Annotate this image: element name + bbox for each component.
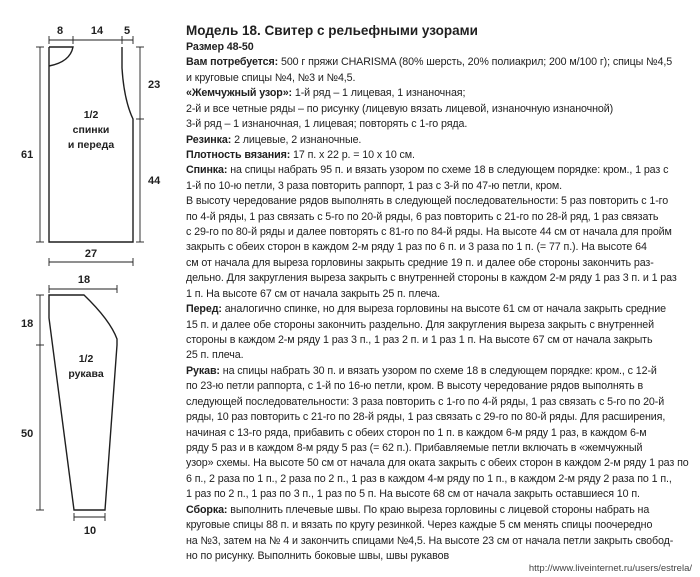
text-line	[186, 225, 691, 240]
text-line	[186, 333, 691, 348]
total-height-label: 61	[21, 149, 34, 161]
section-label: «Жемчужный узор»:	[186, 87, 292, 100]
line-text: дельно. Для закругления выреза закрыть с внутренней стороны в каждом 2-м ряду 1 раз 3 п. и 1 раз	[186, 272, 677, 285]
sleeve-caption-2: рукава	[68, 368, 104, 380]
text-line	[186, 395, 691, 410]
text-line	[186, 487, 691, 502]
line-text: 25 п. плеча.	[186, 349, 244, 362]
instructions-lines	[186, 40, 691, 564]
line-text: и круговые спицы №4, №3 и №4,5.	[186, 71, 356, 84]
line-text: 2 лицевые, 2 изнаночные.	[231, 133, 362, 146]
sleeve-bottom-width-label: 10	[83, 525, 97, 537]
section-label: Перед:	[186, 303, 222, 316]
line-text: 1-й ряд – 1 лицевая, 1 изнаночная;	[292, 87, 466, 100]
text-line	[186, 40, 691, 55]
text-line	[186, 348, 691, 363]
line-text: выполнить плечевые швы. По краю выреза горловины с лицевой стороны набрать на	[227, 503, 650, 516]
line-text: 2-й и все четные ряды – по рисунку (лицевую вязать лицевой, изнаночную изнаночной)	[186, 102, 614, 115]
line-text: круговые спицы 88 п. и вязать по кругу резинкой. Через каждые 5 см менять спицы поочередно	[186, 519, 653, 532]
text-line	[186, 194, 691, 209]
line-text: ряды, 10 раз повторить с 21-го по 28-й ряды, 1 раз связать с 29-го по 80-й ряды. Для расширения,	[186, 411, 666, 424]
body-caption-1: 1/2	[83, 109, 99, 121]
line-text: закрыть с обеих сторон в каждом 2-м ряду 1 раз по 6 п. и 3 раза по 1 п. (= 77 п.). На высоте 64	[186, 241, 647, 254]
sleeve-cap-height-label: 18	[21, 318, 34, 330]
section-label: Рукав:	[186, 364, 220, 377]
line-text: 1-й по 10-ю петли, 3 раза повторить раппорт, 1 раз с 3-й по 47-ю петли, кром.	[186, 179, 563, 192]
page-title: Модель 18. Свитер с рельефными узорами	[186, 23, 478, 38]
text-line	[186, 302, 691, 317]
line-text: 500 г пряжи CHARISMA (80% шерсть, 20% полиакрил; 200 м/100 г); спицы №4,5	[278, 56, 673, 69]
body-diagram	[36, 36, 144, 266]
top-width-shoulder: 5	[123, 25, 131, 37]
text-line	[186, 71, 691, 86]
text-line	[186, 55, 691, 70]
body-outline	[49, 47, 73, 66]
bottom-width-label: 27	[84, 248, 98, 260]
text-line	[186, 379, 691, 394]
sleeve-top-width-label: 18	[77, 274, 91, 286]
top-width-neck: 14	[90, 25, 104, 37]
line-text: 3-й ряд – 1 изнаночная, 1 лицевая; повторять с 1-го ряда.	[186, 118, 468, 131]
section-label: Сборка:	[186, 503, 228, 516]
source-url[interactable]: http://www.liveinternet.ru/users/estrela/	[528, 563, 692, 574]
text-line	[186, 179, 691, 194]
text-line	[186, 534, 691, 549]
line-text: на №3, затем на № 4 и закончить спицами №4,5. На высоте 23 см от начала петли закрыть свобод-	[186, 534, 674, 547]
pattern-diagrams	[0, 0, 186, 577]
line-text: ряду 5 раз и в каждом 8-м ряду 5 раз (= 62 п.). Прибавляемые петли включать в «жемчужный	[186, 441, 643, 454]
text-line	[186, 503, 691, 518]
text-line	[186, 86, 691, 101]
text-line	[186, 441, 691, 456]
text-line	[186, 318, 691, 333]
text-line	[186, 410, 691, 425]
section-label: Плотность вязания:	[186, 148, 291, 161]
text-line	[186, 287, 691, 302]
text-line	[186, 210, 691, 225]
top-width-neck-edge: 8	[56, 25, 64, 37]
text-line	[186, 271, 691, 286]
text-line	[186, 456, 691, 471]
text-line	[186, 426, 691, 441]
text-line	[186, 472, 691, 487]
text-line	[186, 256, 691, 271]
instructions-text	[186, 22, 691, 564]
body-caption-2: спинки	[72, 124, 110, 136]
line-text: 17 п. х 22 р. = 10 х 10 см.	[290, 148, 415, 161]
text-line	[186, 133, 691, 148]
section-label: Размер 48-50	[186, 41, 254, 53]
text-line	[186, 148, 691, 163]
sleeve-lower-height-label: 50	[21, 428, 34, 440]
line-text: см от начала для выреза горловины закрыть средние 19 п. и далее обе стороны закончить раз-	[186, 256, 654, 269]
sleeve-diagram	[36, 285, 117, 521]
text-line	[186, 117, 691, 132]
line-text: В высоту чередование рядов выполнять в следующей последовательности: 5 раз повторить с 1-го	[186, 195, 669, 208]
line-text: узор» схемы. На высоте 50 см от начала для оката закрыть с обеих сторон в каждом 2-м ряду 1 раз по	[186, 457, 689, 470]
text-line	[186, 364, 691, 379]
line-text: по 4-й ряды, 1 раз связать с 5-го по 20-й ряды, 6 раз повторить с 21-го по 28-й ряд, 1 раз связать	[186, 210, 659, 223]
line-text: на спицы набрать 30 п. и вязать узором по схеме 18 в следующем порядке: кром., с 12-й	[219, 364, 657, 377]
sleeve-outline	[49, 295, 117, 510]
line-text: следующей последовательности: 3 раза повторить с 1-го по 4-й ряды, 1 раз связать с 5-го по 20-й	[186, 395, 665, 408]
text-line	[186, 163, 691, 178]
line-text: 1 п. На высоте 67 см от начала закрыть 25 п. плеча.	[186, 287, 441, 300]
armhole-height-label: 23	[148, 79, 161, 91]
line-text: стороны в каждом 2-м ряду 1 раз 3 п., 1 раз 2 п. и 1 раз 1 п. На высоте 67 см от начала закрыть	[186, 334, 653, 347]
line-text: 1 раз по 2 п., 1 раз по 3 п., 1 раз по 5 п. На высоте 68 см от начала закрыть оставшиеся 10 п.	[186, 488, 640, 501]
text-line	[186, 102, 691, 117]
line-text: аналогично спинке, но для выреза горловины на высоте 61 см от начала закрыть средние	[221, 303, 666, 316]
text-line	[186, 518, 691, 533]
section-label: Спинка:	[186, 164, 228, 177]
text-line	[186, 240, 691, 255]
sleeve-caption-1: 1/2	[78, 353, 94, 365]
section-label: Резинка:	[186, 133, 232, 146]
body-caption-3: и переда	[67, 139, 115, 151]
line-text: начиная с 13-го ряда, прибавить с обеих сторон по 1 п. в каждом 6-м ряду 1 раз, в каждом 6-м	[186, 426, 647, 439]
line-text: но по рисунку. Выполнить боковые швы, швы рукавов	[186, 549, 450, 562]
line-text: с 29-го по 80-й ряды и далее повторять с 81-го по 84-й ряды. На высоте 44 см от начала для пройм	[186, 226, 672, 239]
side-height-label: 44	[148, 175, 161, 187]
section-label: Вам потребуется:	[186, 56, 279, 69]
line-text: по 23-ю петли раппорта, с 1-й по 16-ю петли, кром. В высоту чередование рядов выполнять в	[186, 380, 644, 393]
line-text: 15 п. и далее обе стороны закончить раздельно. Для закругления выреза закрыть с внутренней	[186, 318, 654, 331]
line-text: 6 п., 2 раза по 1 п., 2 раза по 2 п., 1 раз в каждом 4-м ряду по 1 п., в каждом 2-м ряду 2 раза по 1 п.,	[186, 472, 672, 485]
line-text: на спицы набрать 95 п. и вязать узором по схеме 18 в следующем порядке: кром., 1 раз с	[227, 164, 669, 177]
